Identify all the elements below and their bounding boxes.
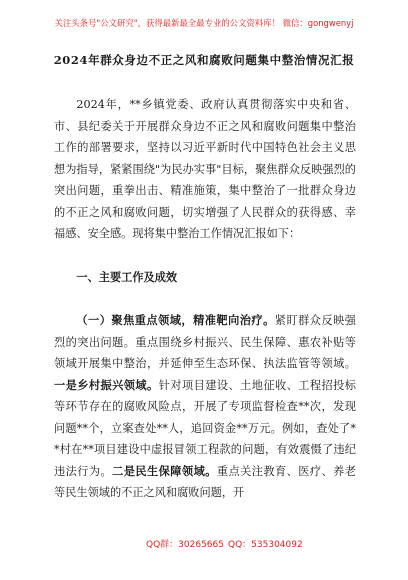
item-1-lead: （一）聚焦重点领域，精准靶向治疗。 [76, 313, 275, 327]
item-1-sub-2: 二是民生保障领域。 [112, 463, 217, 478]
item-1-text-2: 针对项目建设、土地征收、工程招投标等环节存在的腐败风险点，开展了专项监督检查**次，发现问题**个，立案查处**人，追回资金**万元。例如，查处了**村在**项目建设中虚报冒领工程款的问题，有效震慑了违纪违法行为。 [54, 378, 356, 478]
section-heading-1: 一、主要工作及成效 [76, 270, 178, 284]
document-title: 2024年群众身边不正之风和腐败问题集中整治情况汇报 [53, 53, 355, 67]
item-1-text-3: 重点关注教育、医疗、养老等民生领域的不正之风和腐败问题，开 [54, 464, 356, 499]
footer-qq-number: QQ：535304092 [228, 540, 303, 550]
footer-contact [0, 532, 408, 556]
header-banner: 关注头条号"公文研究"，获得最新最全最专业的公文资料库！ 微信：gongwenyj [54, 18, 354, 28]
item-1-paragraph [54, 310, 356, 504]
item-1-text-1: 紧盯群众反映强烈的突出问题。重点围绕乡村振兴、民生保障、惠农补贴等领域开展集中整治，并延伸至生态环保、执法监管等领域。 [54, 314, 356, 370]
footer-qq-group: QQ群：30265665 [146, 540, 224, 550]
item-1-sub-1: 一是乡村振兴领域。 [54, 377, 159, 392]
document-body [54, 94, 356, 504]
intro-paragraph: 2024年，**乡镇党委、政府认真贯彻落实中央和省、市、县纪委关于开展群众身边不正之风和腐败问题集中整治工作的部署要求，坚持以习近平新时代中国特色社会主义思想为指导，紧紧围绕"为民办实事"目标，聚焦群众反映强烈的突出问题，重拳出击、精准施策，集中整治了一批群众身边的不正之风和腐败问题，切实增强了人民群众的获得感、幸福感、安全感。现将集中整治工作情况汇报如下： [54, 98, 356, 240]
